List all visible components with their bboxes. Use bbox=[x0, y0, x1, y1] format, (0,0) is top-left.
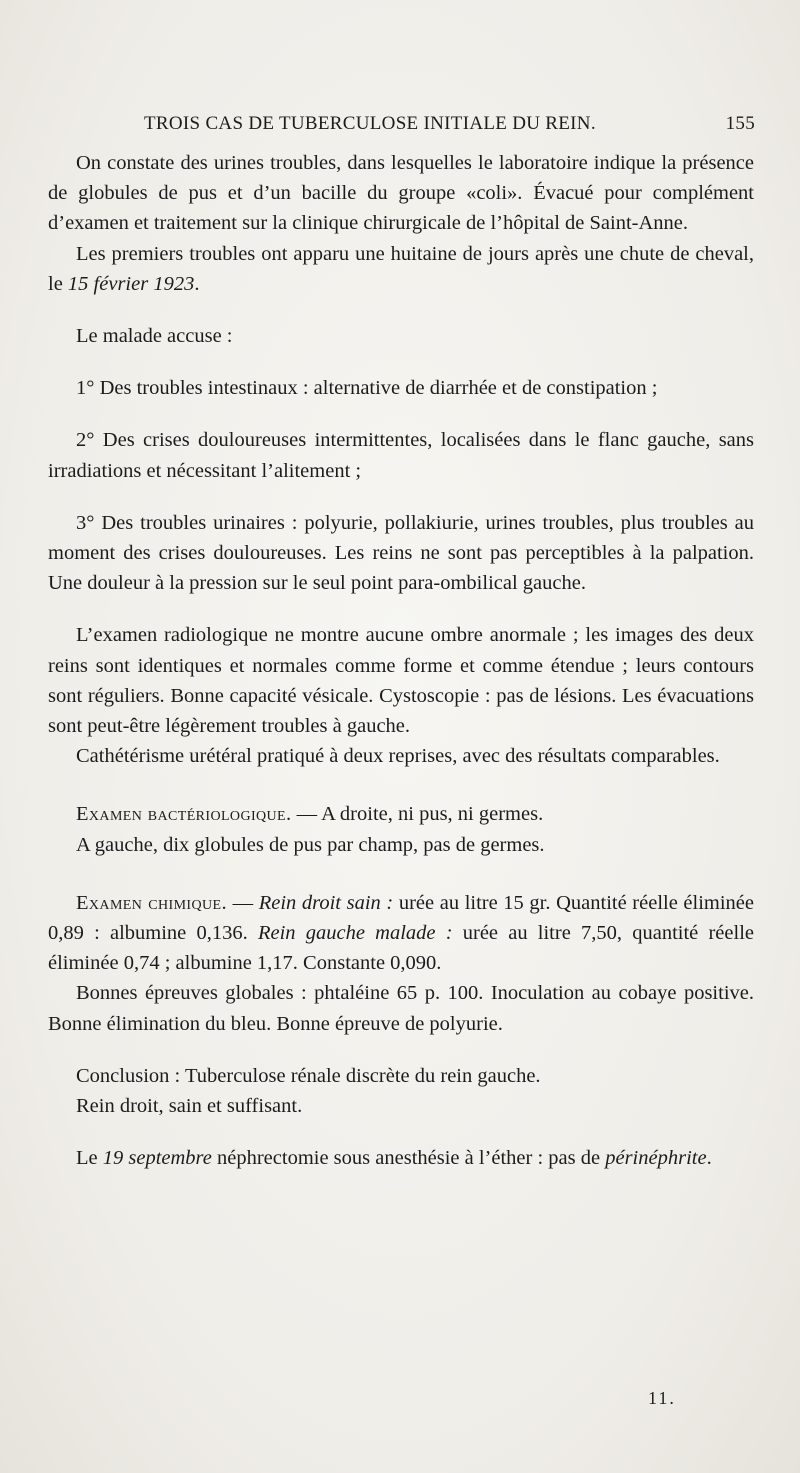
paragraph-conclusion: Conclusion : Tuberculose rénale discrète du rein gauche. bbox=[76, 1064, 541, 1087]
chemistry-left-kidney: Rein gauche malade : bbox=[257, 922, 453, 945]
signature-mark: 11. bbox=[648, 1388, 676, 1408]
page-number: 155 bbox=[725, 113, 755, 134]
paragraph-complaints-intro: Le malade accuse : bbox=[76, 325, 233, 348]
paragraph-symptom-1: 1° Des troubles intestinaux : alternative de diarrhée et de constipation ; bbox=[76, 377, 658, 400]
paragraph-symptom-2: 2° Des crises douloureuses intermittentes, localisées dans le flanc gauche, sans irradiations et nécessitant l’alitement ; bbox=[48, 429, 754, 482]
paragraph-chemistry bbox=[48, 888, 754, 979]
onset-date: 15 février 1923 bbox=[67, 272, 195, 295]
surgery-date: 19 septembre bbox=[102, 1147, 212, 1170]
paragraph-bacteriology bbox=[48, 799, 754, 829]
paragraph-right-kidney: Rein droit, sain et suffisant. bbox=[76, 1095, 303, 1118]
surgery-text: néphrectomie sous anesthésie à l’éther : pas de bbox=[211, 1147, 606, 1170]
chemistry-right-kidney: Rein droit sain : bbox=[258, 891, 394, 914]
surgery-perinephritis: périnéphrite bbox=[605, 1147, 707, 1170]
onset-end: . bbox=[194, 272, 200, 295]
paragraph-symptom-3: 3° Des troubles urinaires : polyurie, pollakiurie, urines troubles, plus troubles au moment des crises douloureuses. Les reins ne sont pas perceptibles à la palpation. Une douleur à la pression sur le seul point para-ombilical gauche. bbox=[48, 511, 754, 595]
running-title: TROIS CAS DE TUBERCULOSE INITIALE DU REIN. bbox=[144, 113, 596, 134]
paragraph-findings: On constate des urines troubles, dans lesquelles le laboratoire indique la présence de globules de pus et d’un bacille du groupe «coli». Évacué pour complément d’examen et traitement sur la clinique chirurgicale de l’hôpital de Saint-Anne. bbox=[48, 152, 754, 235]
paragraph-onset bbox=[48, 239, 754, 299]
chemistry-dash: — bbox=[226, 891, 259, 914]
running-header bbox=[60, 113, 755, 143]
onset-text: Les premiers troubles ont apparu une huitaine de jours après une chute de cheval, le bbox=[48, 242, 754, 295]
chemistry-right-values: urée au litre 15 gr. Quantité réelle éliminée 0,89 : albumine 0,136. bbox=[48, 891, 755, 945]
paragraph-surgery bbox=[48, 1143, 754, 1173]
chemistry-heading: Examen chimique. bbox=[76, 891, 227, 914]
paragraph-bacteriology-left: A gauche, dix globules de pus par champ, pas de germes. bbox=[76, 833, 545, 856]
page-body bbox=[48, 148, 754, 1173]
paragraph-radiology: L’examen radiologique ne montre aucune ombre anormale ; les images des deux reins sont identiques et normales comme forme et comme étendue ; leurs contours sont réguliers. Bonne capacité vésicale. Cystoscopie : pas de lésions. Les évacuations sont peut-être légèrement troubles à gauche. bbox=[48, 624, 754, 738]
bacteriology-text: — A droite, ni pus, ni germes. bbox=[291, 803, 544, 826]
surgery-a: Le bbox=[76, 1147, 103, 1170]
surgery-end: . bbox=[706, 1147, 712, 1170]
paragraph-catheterism: Cathétérisme urétéral pratiqué à deux reprises, avec des résultats comparables. bbox=[76, 745, 720, 768]
chemistry-left-values: urée au litre 7,50, quantité réelle éliminée 0,74 ; albumine 1,17. Constante 0,090. bbox=[48, 922, 754, 975]
bacteriology-heading: Examen bactériologique. bbox=[76, 803, 292, 826]
paragraph-global-tests: Bonnes épreuves globales : phtaléine 65 p. 100. Inoculation au cobaye positive. Bonne élimination du bleu. Bonne épreuve de polyurie. bbox=[48, 982, 754, 1035]
